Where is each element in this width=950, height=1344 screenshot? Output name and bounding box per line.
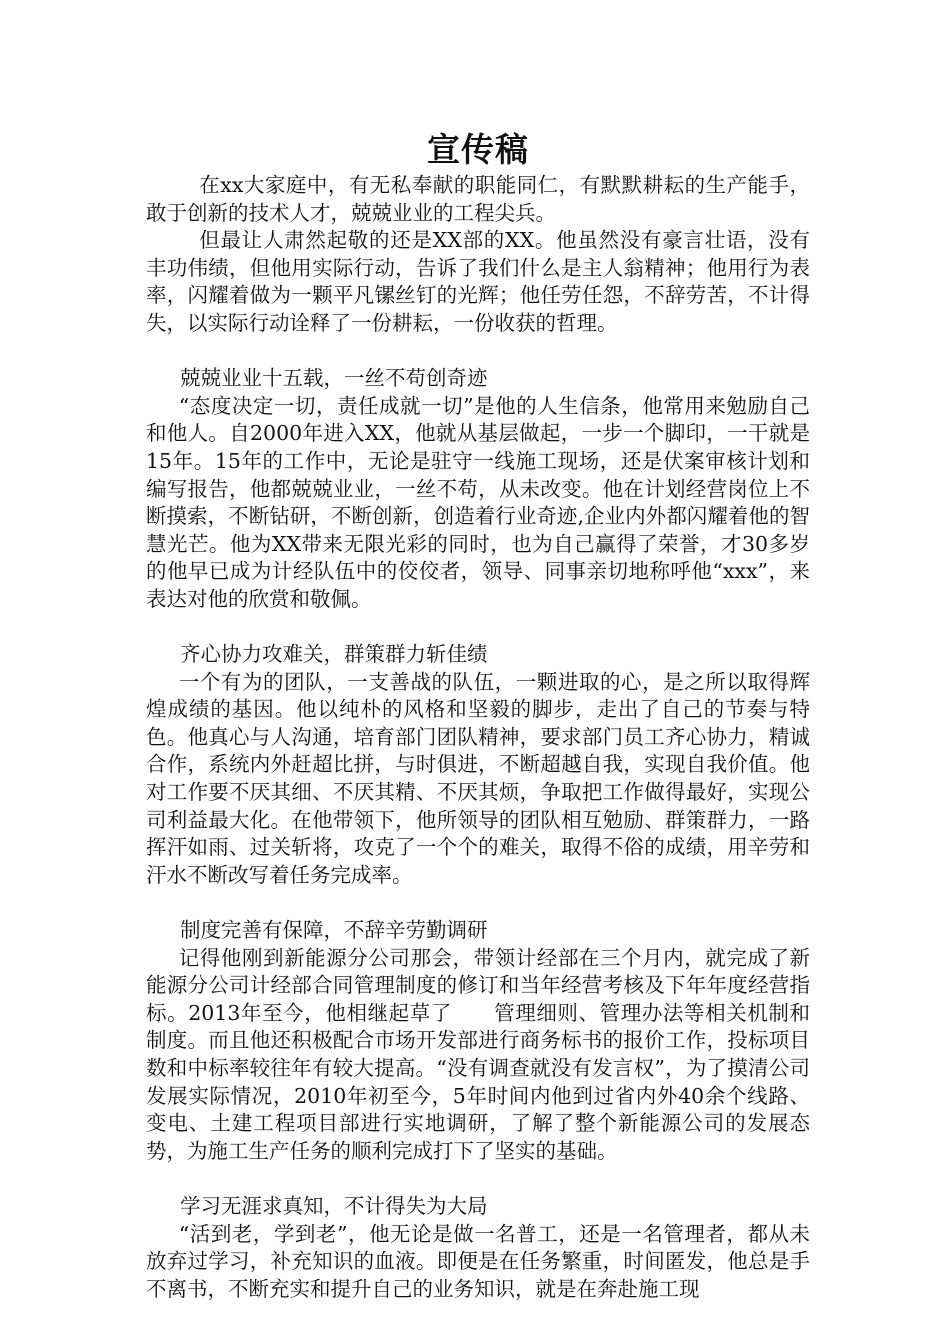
section-heading-2: 齐心协力攻难关，群策群力斩佳绩 [180,642,488,667]
section-body-4: “活到老，学到老”，他无论是做一名普工，还是一名管理者，都从未放弃过学习，补充知识的血液。即便是在任务繁重，时间匿发，他总是手不离书，不断充实和提升自己的业务知识，就是在奔赴施工现 [146,1221,810,1301]
section-heading-1: 兢兢业业十五载，一丝不苟创奇迹 [180,366,488,391]
document-title: 宣传稿 [427,130,529,169]
intro-paragraph-1: 在xx大家庭中，有无私奉献的职能同仁，有默默耕耘的生产能手，敢于创新的技术人才，兢兢业业的工程尖兵。 [146,173,810,225]
paragraph-spacer [146,338,810,366]
section-heading-3: 制度完善有保障，不辞辛劳勤调研 [180,918,488,943]
section-body-1: “态度决定一切，责任成就一切”是他的人生信条，他常用来勉励自己和他人。自2000年进入XX，他就从基层做起，一步一个脚印，一干就是15年。15年的工作中，无论是驻守一线施工现场，还是伏案审核计划和编写报告，他都兢兢业业，一丝不苟，从未改变。他在计划经营岗位上不断摸索，不断钻研，不断创新，创造着行业奇迹,企业内外都闪耀着他的智慧光芒。他为XX带来无限光彩的同时，也为自己赢得了荣誉，才30多岁的他早已成为计经队伍中的佼佼者，领导、同事亲切地称呼他“xxx”，来表达对他的欣赏和敬佩。 [146,393,810,611]
section-body-3: 记得他刚到新能源分公司那会，带领计经部在三个月内，就完成了新能源分公司计经部合同管理制度的修订和当年经营考核及下年年度经营指标。2013年至今，他相继起草了 管理细则、管理办法等相关机制和制度。而且他还积极配合市场开发部进行商务标书的报价工作，投标项目数和中标率较往年有较大提高。“没有调查就没有发言权”，为了摸清公司发展实际情况，2010年初至今，5年时间内他到过省内外40余个线路、变电、土建工程项目部进行实地调研，了解了整个新能源公司的发展态势，为施工生产任务的顺利完成打下了坚实的基础。 [146,945,810,1163]
paragraph-spacer [146,614,810,642]
paragraph-spacer [146,1165,810,1193]
paragraph-spacer [146,889,810,917]
section-body-2: 一个有为的团队，一支善战的队伍，一颗进取的心，是之所以取得辉煌成绩的基因。他以纯朴的风格和坚毅的脚步，走出了自己的节奏与特色。他真心与人沟通，培育部门团队精神，要求部门员工齐心协力，精诚合作，系统内外赶超比拼，与时俱进，不断超越自我，实现自我价值。他对工作要不厌其细、不厌其精、不厌其烦，争取把工作做得最好，实现公司利益最大化。在他带领下，他所领导的团队相互勉励、群策群力，一路挥汗如雨、过关斩将，攻克了一个个的难关，取得不俗的成绩，用辛劳和汗水不断改写着任务完成率。 [146,669,810,887]
document-page [146,128,810,1328]
section-heading-4: 学习无涯求真知，不计得失为大局 [180,1193,488,1218]
intro-paragraph-2: 但最让人肃然起敬的还是XX部的XX。他虽然没有豪言壮语，没有丰功伟绩，但他用实际行动，告诉了我们什么是主人翁精神；他用行为表率，闪耀着做为一颗平凡镙丝钉的光辉；他任劳任怨，不辞劳苦，不计得失，以实际行动诠释了一份耕耘，一份收获的哲理。 [146,228,810,335]
